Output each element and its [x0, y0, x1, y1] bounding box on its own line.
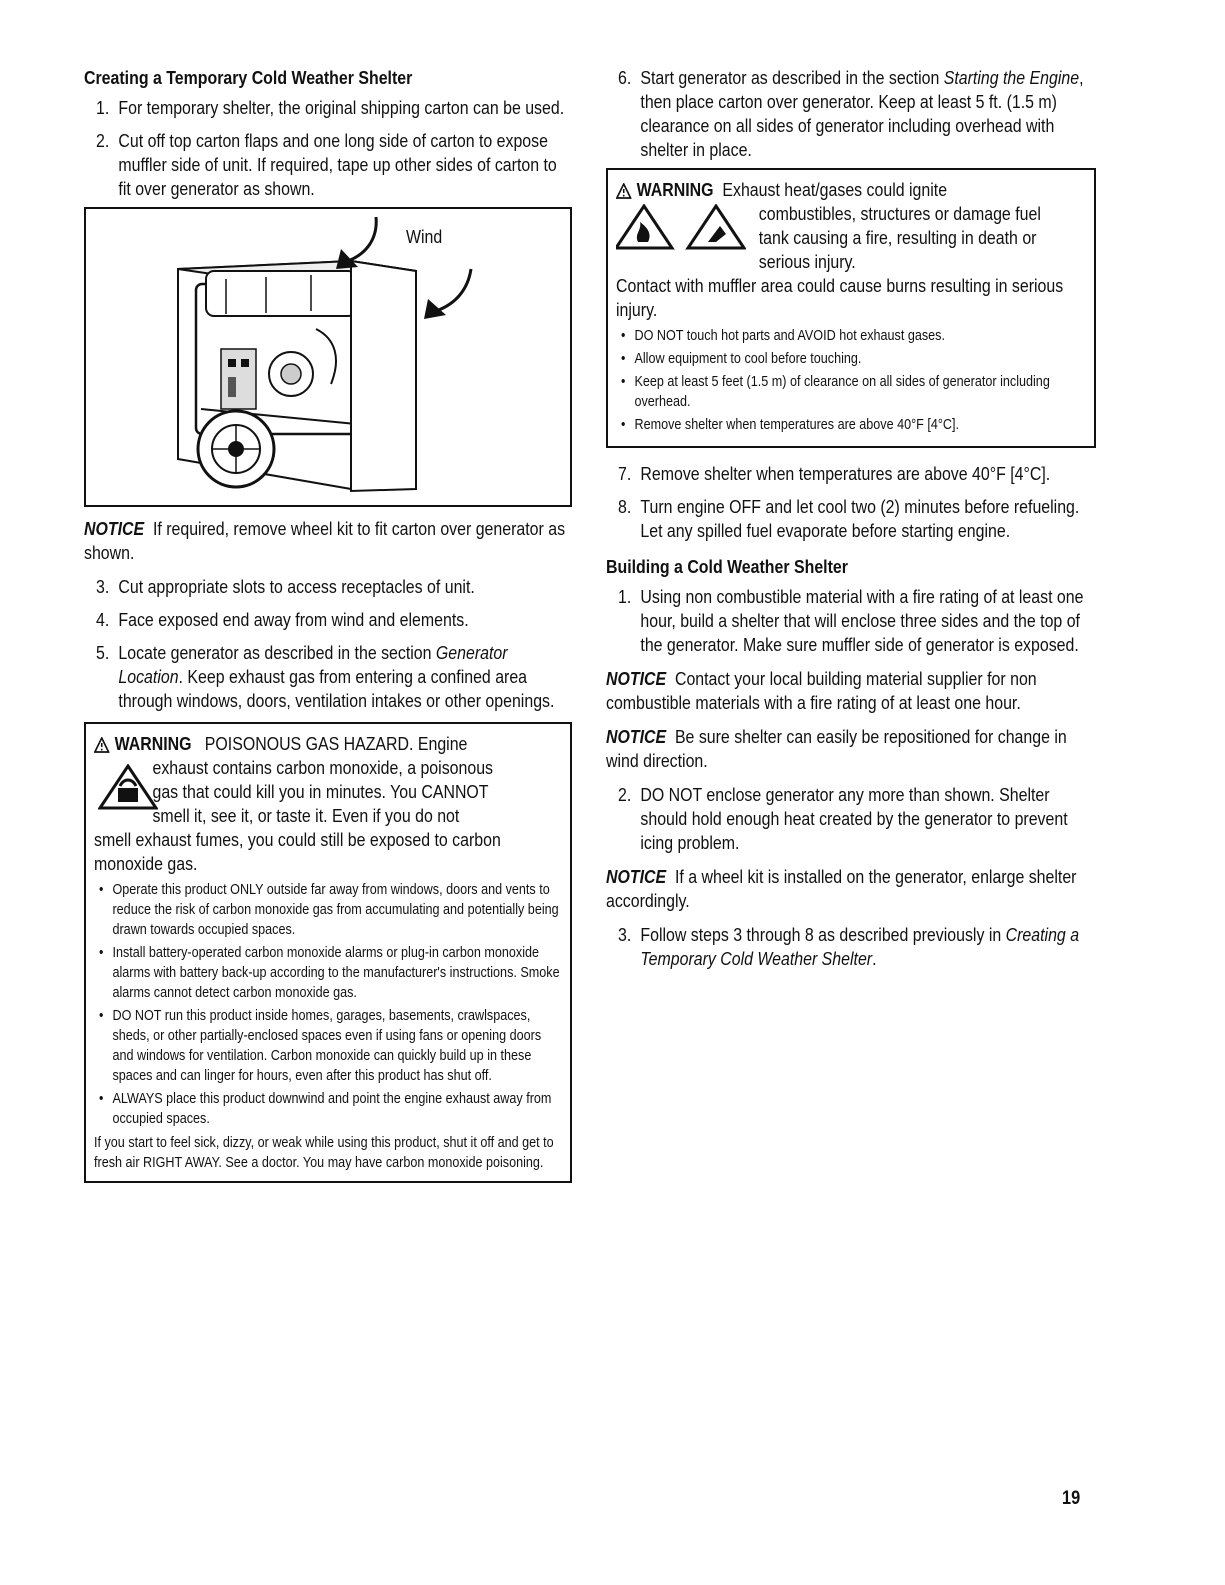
- wind-label: Wind: [406, 226, 443, 247]
- notice-4: NOTICE If a wheel kit is installed on the generator, enlarge shelter accordingly.: [606, 866, 1077, 911]
- shelter-figure: [84, 207, 572, 507]
- notice-2: NOTICE Contact your local building material supplier for non combustible materials with a fire rating of at least one hour.: [606, 668, 1037, 713]
- warning-bullet: • Install battery-operated carbon monoxide alarms or plug-in carbon monoxide alarms with battery back-up according to the manufacturer's instructions. Smoke alarms cannot detect carbon monoxide gas.: [94, 943, 562, 1003]
- steps-list-f: [606, 783, 1095, 855]
- steps-list-e: [606, 585, 1095, 657]
- poison-gas-warning-box: WARNING POISONOUS GAS HAZARD. Engine exhaust contains carbon monoxide, a poisonous gas that could kill you in minutes. You CANNOT smell it, see it, or taste it. Even if you do not smell exhaust fumes, you could still be exposed to carbon monoxide gas. • Operate this product ONLY outside far away from windows, doors and vents to reduce the risk of carbon monoxide gas from accumulating and potentially being drawn towards occupied spaces. • Install battery-operated carbon monoxide alarms or plug-in carbon monoxide alarms with battery back-up according to the manufacturer's instructions. Smoke alarms cannot detect carbon monoxide gas. • DO NOT run this product inside homes, garages, basements, crawlspaces, sheds, or other partially-enclosed spaces even if using fans or opening doors and windows for ventilation. Carbon monoxide can quickly build up in these spaces and can linger for hours, even after this product has shut off. • ALWAYS place this product downwind and point the engine exhaust away from occupied spaces. If you start to feel sick, dizzy, or weak while using this product, shut it off and get to fresh air RIGHT AWAY. See a doctor. You may have carbon monoxide poisoning.: [84, 722, 572, 1183]
- step-5: 5. Locate generator as described in the section Generator Location. Keep exhaust gas from entering a confined area through windows, doors, ventilation intakes or other openings.: [96, 642, 555, 711]
- exhaust-heat-warning-box: WARNING Exhaust heat/gases could ignite combustibles, structures or damage fuel tank causing a fire, resulting in death or serious injury. Contact with muffler area could cause burns resulting in serious injury. • DO NOT touch hot parts and AVOID hot exhaust gases. • Allow equipment to cool before touching. • Keep at least 5 feet (1.5 m) of clearance on all sides of generator including overhead. • Remove shelter when temperatures are above 40°F [4°C].: [606, 168, 1096, 448]
- steps-list-c: [606, 66, 1095, 162]
- section-heading: Creating a Temporary Cold Weather Shelter: [84, 67, 413, 88]
- step-7: 7. Remove shelter when temperatures are above 40°F [4°C].: [618, 463, 1051, 484]
- step-4: 4. Face exposed end away from wind and elements.: [96, 609, 469, 630]
- steps-list-d: [606, 462, 1095, 543]
- warning-bullet: • Allow equipment to cool before touching.: [616, 349, 1086, 369]
- step-2: 2. Cut off top carton flaps and one long side of carton to expose muffler side of unit. If required, tape up other sides of carton to fit over generator as shown.: [96, 130, 557, 199]
- warning-triangle-icon: [94, 737, 109, 753]
- warning-footer: If you start to feel sick, dizzy, or weak while using this product, shut it off and get to fresh air RIGHT AWAY. See a doctor. You may have carbon monoxide poisoning.: [94, 1134, 554, 1171]
- section-heading-2: Building a Cold Weather Shelter: [606, 556, 848, 577]
- warning-label: WARNING: [616, 179, 714, 200]
- generator-illustration: [86, 209, 570, 505]
- notice-3: NOTICE Be sure shelter can easily be repositioned for change in wind direction.: [606, 726, 1067, 771]
- step-8: 8. Turn engine OFF and let cool two (2) minutes before refueling. Let any spilled fuel evaporate before starting engine.: [618, 496, 1080, 541]
- page-number: 19: [1062, 1488, 1081, 1509]
- warning-bullet: • DO NOT run this product inside homes, garages, basements, crawlspaces, sheds, or other partially-enclosed spaces even if using fans or opening doors and windows for ventilation. Carbon monoxide can quickly build up in these spaces and can linger for hours, even after this product has shut off.: [94, 1006, 562, 1086]
- build-step-1: 1. Using non combustible material with a fire rating of at least one hour, build a shelter that will enclose three sides and the top of the generator. Make sure muffler side of generator is exposed.: [618, 586, 1084, 655]
- warning-bullet: • Remove shelter when temperatures are above 40°F [4°C].: [616, 415, 1086, 435]
- warning-bullet: • Operate this product ONLY outside far away from windows, doors and vents to reduce the risk of carbon monoxide gas from accumulating and potentially being drawn towards occupied spaces.: [94, 880, 562, 940]
- warning-triangle-icon: [616, 183, 631, 199]
- steps-list-b: [84, 575, 571, 713]
- warning-bullet: • Keep at least 5 feet (1.5 m) of clearance on all sides of generator including overhead.: [616, 372, 1086, 412]
- steps-list: [84, 96, 571, 201]
- step-1: 1. For temporary shelter, the original shipping carton can be used.: [96, 97, 565, 118]
- build-step-3: 3. Follow steps 3 through 8 as described previously in Creating a Temporary Cold Weather Shelter.: [618, 924, 1080, 969]
- warning-bullet: • ALWAYS place this product downwind and point the engine exhaust away from occupied spaces.: [94, 1089, 562, 1129]
- right-column: [606, 66, 1096, 980]
- warning-bullet: • DO NOT touch hot parts and AVOID hot exhaust gases.: [616, 326, 1086, 346]
- step-3: 3. Cut appropriate slots to access receptacles of unit.: [96, 576, 475, 597]
- left-column: [84, 66, 572, 1197]
- warning-label: WARNING: [94, 733, 192, 754]
- step-6: 6. Start generator as described in the section Starting the Engine, then place carton over generator. Keep at least 5 ft. (1.5 m) clearance on all sides of generator including overhead with shelter in place.: [618, 67, 1084, 160]
- steps-list-g: [606, 923, 1095, 971]
- build-step-2: 2. DO NOT enclose generator any more than shown. Shelter should hold enough heat created by the generator to prevent icing problem.: [618, 784, 1068, 853]
- notice-1: NOTICE If required, remove wheel kit to fit carton over generator as shown.: [84, 518, 566, 563]
